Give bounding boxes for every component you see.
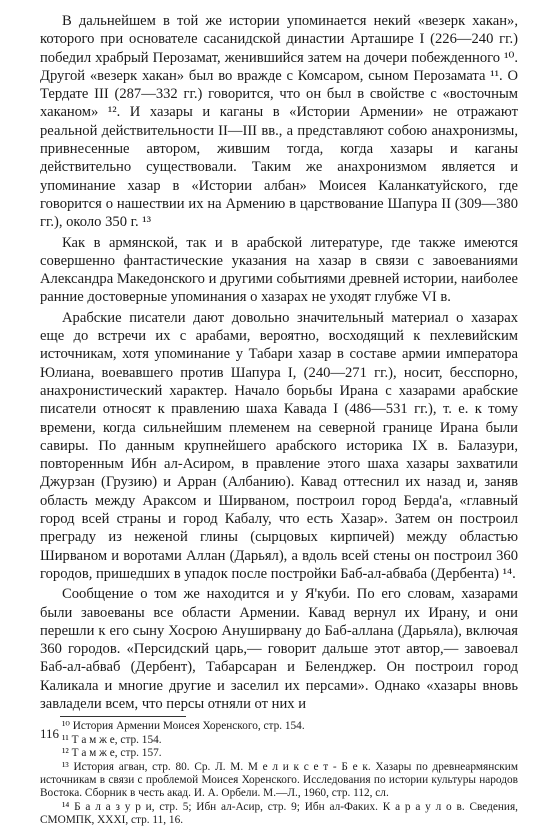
footnote-14: ¹⁴ Б а л а з у р и, стр. 5; Ибн ал-Асир, стр. 9; Ибн ал-Факих. К а р а у л о в. Сведения, СМОМПК, XXXI, стр. 11, 16.: [40, 800, 518, 827]
paragraph-2: Как в армянской, так и в арабской литературе, где также имеются совершенно фантастические указания на хазар в связи с завоеваниями Александра Македонского и другими событиями древней истории, наиболее ранние достоверные упоминания о хазарах не уходят глубже VI в.: [40, 234, 518, 306]
footnote-10: ¹⁰ История Армении Моисея Хоренского, стр. 154.: [62, 720, 305, 733]
paragraph-3: Арабские писатели дают довольно значительный материал о хазарах еще до встречи их с арабами, вероятно, восходящий к пехлевийским источникам, хотя упоминание у Табари хазар в составе армии императора Юлиана, воевавшего против Шапура I, (240—271 гг.), носит, бесспорно, анахронистический характер. Начало борьбы Ирана с хазарами арабские писатели относят к правлению шаха Кавада I (486—531 гг.), т. е. к тому времени, когда сильнейшим племенем на северной границе Ирана были савиры. По данным крупнейшего арабского историка IX в. Балазури, повторенным Ибн ал-Асиром, в правление этого шаха хазары захватили Джурзан (Грузию) и Арран (Албанию). Кавад оттеснил их назад и, заняв область между Араксом и Ширваном, построил город Берда'а, «главный город всей страны и город Кабалу, что есть Хазар». Затем он построил преграду из неженой глины (сырцовых кирпичей) между областью Ширваном и воротами Аллан (Дарьял), а вдоль всей стены он построил 360 городов, пришедших в упадок после постройки Баб-ал-абваба (Дербента) ¹⁴.: [40, 309, 518, 582]
paragraph-1: В дальнейшем в той же истории упоминается некий «везерк хакан», которого при основателе сасанидской династии Арташире I (226—240 гг.) победил храбрый Перозамат, женившийся затем на дочери побежденного ¹⁰. Другой «везерк хакан» был во вражде с Комсаром, сыном Перозамата ¹¹. О Тердате III (287—332 гг.) говорится, что он был в свойстве с «восточным хаканом» ¹². И хазары и каганы в «Истории Армении» не отражают реальной действительности II—III вв., а представляют собою анахронизмы, привнесенные автором, жившим тогда, когда хазары и каганы действительно существовали. Таким же анахронизмом является и упоминание хазар в «Истории албан» Моисея Каланкатуйского, где говорится о нашествии их на Армению в царствование Шапура II (309—380 гг.), около 350 г. ¹³: [40, 13, 518, 231]
page-number: 116: [40, 726, 60, 741]
page-body: [40, 12, 518, 828]
footnote-11: ¹¹ Т а м ж е, стр. 154.: [62, 733, 162, 746]
footnote-13: ¹³ История агван, стр. 80. Ср. Л. М. М е л и к с е т - Б е к. Хазары по древнеармянским источникам в связи с проблемой Моисея Хоренского. Исследования по истории культуры народов Востока. Сборник в честь акад. И. А. Орбели. М.—Л., 1960, стр. 112, сл.: [40, 760, 518, 800]
footnote-divider: [60, 716, 186, 717]
paragraph-4: Сообщение о том же находится и у Я'куби. По его словам, хазарами были завоеваны все области Армении. Кавад вернул их Ирану, и они перешли к его сыну Хосрою Ануширвану до Баб-аллана (Дарьяла), включая 360 городов. «Персидский царь,— говорит дальше этот автор,— завоевал Баб-ал-абваб (Дербент), Табарсаран и Беленджер. Он построил город Каликала и многие другие и заселил их персами». Однако «хазары вновь завладели всем, что персы отняли от них и: [40, 586, 518, 712]
footnote-12: ¹² Т а м ж е, стр. 157.: [62, 747, 162, 760]
footnotes: [40, 720, 518, 827]
